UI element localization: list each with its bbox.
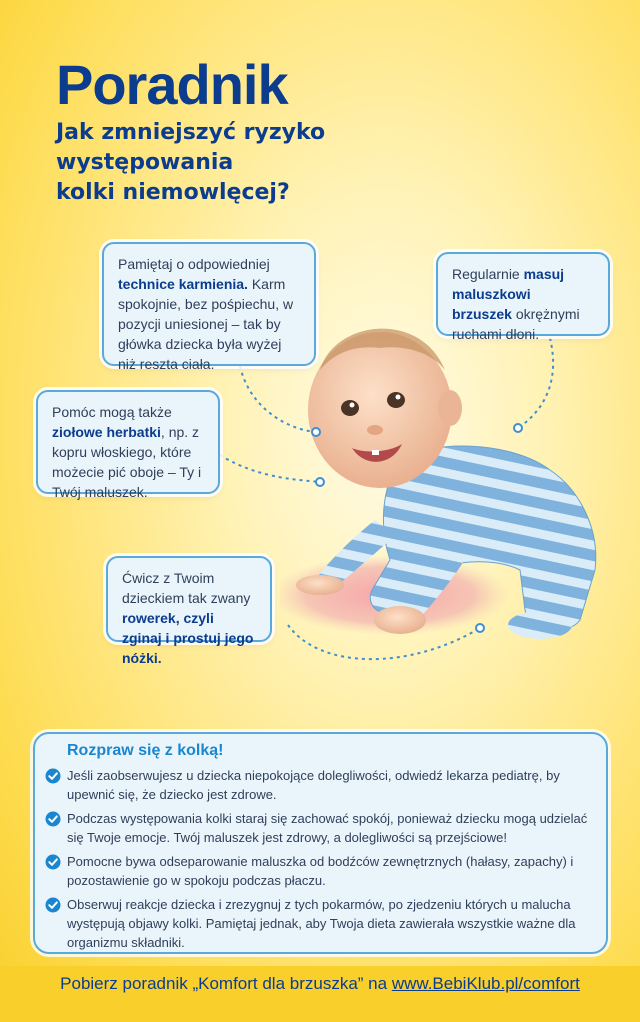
bubble-bold-text: masuj maluszkowi brzuszek (452, 266, 565, 322)
tip-text: Pomocne bywa odseparowanie maluszka od bodźców zewnętrznych (hałasy, zapachy) i pozostawienie go w spokoju podczas płaczu. (67, 854, 574, 888)
baby-illustration (280, 290, 620, 660)
footer-website-link[interactable]: www.BebiKlub.pl/comfort (391, 974, 580, 993)
subtitle-line: Jak zmniejszyć ryzyko (56, 120, 326, 145)
bubble-text: Pomóc mogą także (52, 404, 172, 420)
bubble-text: Ćwicz z Twoim dzieckiem tak zwany (122, 570, 251, 606)
bubble-text: okrężnymi ruchami dłoni. (452, 306, 580, 342)
bubble-bold-text: ziołowe herbatki (52, 424, 161, 440)
tip-item (45, 809, 592, 847)
tip-bubble-massage (436, 252, 610, 342)
checkmark-icon (45, 854, 61, 870)
tip-bubble-herbs (36, 390, 220, 500)
bubble-text: , np. z kopru włoskiego, które możecie pić oboje – Ty i Twój maluszek. (52, 424, 202, 500)
tip-text: Jeśli zaobserwujesz u dziecka niepokojące dolegliwości, odwiedź lekarza pediatrę, by upewnić się, że dziecko jest zdrowe. (67, 768, 560, 802)
page-title: Poradnik (56, 53, 288, 116)
bubble-bold-text: technice karmienia. (118, 276, 248, 292)
bubble-text: Karm spokojnie, bez pośpiechu, w pozycji uniesionej – tak by główka dziecka była wyżej niż reszta ciała. (118, 276, 294, 372)
checkmark-icon (45, 897, 61, 913)
checkmark-icon (45, 811, 61, 827)
tips-title: Rozpraw się z kolką! (67, 742, 224, 759)
subtitle-line: kolki niemowlęcej? (56, 180, 290, 205)
tips-box (33, 732, 608, 954)
bubble-text: Pamiętaj o odpowiedniej (118, 256, 270, 272)
tip-item (45, 895, 592, 952)
tip-item (45, 852, 592, 890)
footer-label: Pobierz poradnik „Komfort dla brzuszka” na (60, 974, 392, 993)
page-subtitle (56, 118, 325, 208)
tip-bubble-exercise (106, 556, 272, 666)
footer-text (0, 974, 640, 994)
subtitle-line: występowania (56, 150, 234, 175)
tip-bubble-feeding (102, 242, 316, 372)
tip-text: Obserwuj reakcje dziecka i zrezygnuj z tych pokarmów, po zjedzeniu których u malucha występują objawy kolki. Pamiętaj jednak, aby Twoja dieta zawierała wszystkie ważne dla organizmu składniki. (67, 897, 576, 950)
bubble-text: Regularnie (452, 266, 520, 282)
bubble-bold-text: rowerek, czyli zginaj i prostuj jego nóżki. (122, 610, 254, 666)
checkmark-icon (45, 768, 61, 784)
tip-item (45, 766, 592, 804)
tip-text: Podczas występowania kolki staraj się zachować spokój, ponieważ dziecku mogą udzielać się Twoje emocje. Twój maluszek jest zdrowy, a dolegliwości są przejściowe! (67, 811, 588, 845)
